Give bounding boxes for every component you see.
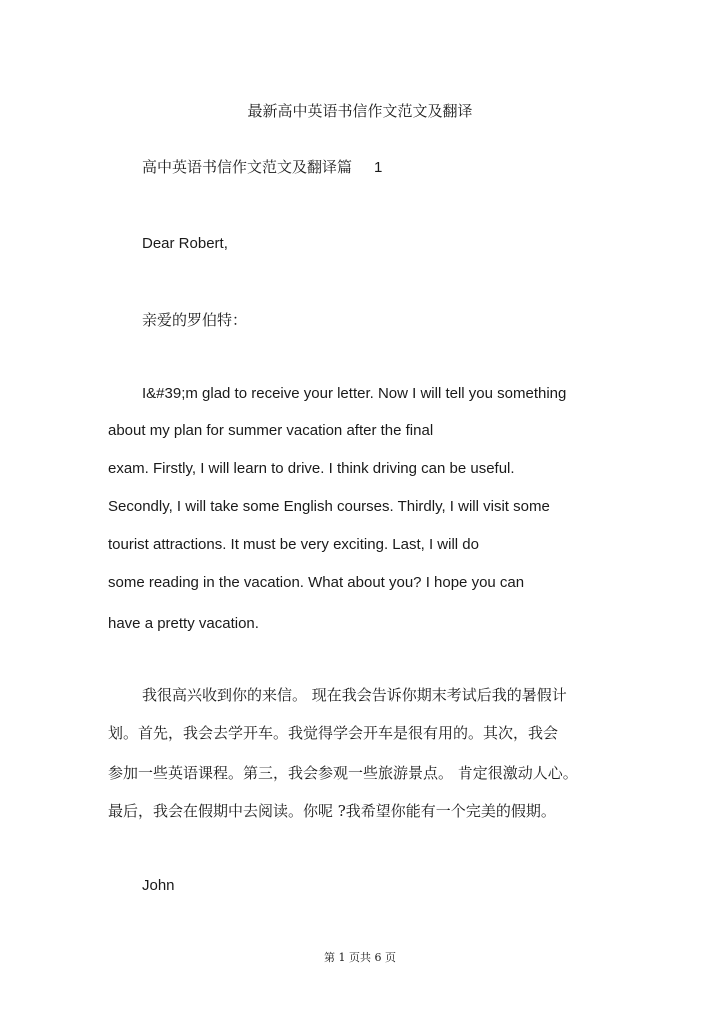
english-line: tourist attractions. It must be very exciting. Last, I will do — [108, 536, 479, 553]
english-line: about my plan for summer vacation after the final — [108, 422, 434, 439]
chinese-line: 参加一些英语课程。第三，我会参观一些旅游景点。 肯定很激动人心。 — [108, 764, 578, 782]
english-line: have a pretty vacation. — [108, 615, 259, 632]
section-heading — [142, 157, 382, 178]
english-line: I&#39;m glad to receive your letter. Now I will tell you something — [142, 385, 567, 402]
chinese-line: 最后，我会在假期中去阅读。你呢 ?我希望你能有一个完美的假期。 — [108, 802, 556, 820]
section-heading-text: 高中英语书信作文范文及翻译篇 — [142, 158, 353, 176]
english-line: Secondly, I will take some English courses. Thirdly, I will visit some — [108, 498, 550, 515]
document-title: 最新高中英语书信作文范文及翻译 — [247, 102, 473, 120]
english-line: some reading in the vacation. What about you? I hope you can — [108, 574, 525, 591]
page-footer: 第 1 页共 6 页 — [324, 951, 396, 964]
greeting-chinese: 亲爱的罗伯特： — [142, 311, 248, 329]
chinese-line: 我很高兴收到你的来信。 现在我会告诉你期末考试后我的暑假计 — [142, 686, 567, 704]
section-number: 1 — [374, 159, 383, 176]
signature: John — [142, 877, 175, 894]
chinese-line: 划。首先，我会去学开车。我觉得学会开车是很有用的。其次，我会 — [108, 724, 559, 742]
greeting-english: Dear Robert, — [142, 235, 228, 252]
english-line: exam. Firstly, I will learn to drive. I think driving can be useful. — [108, 460, 515, 477]
